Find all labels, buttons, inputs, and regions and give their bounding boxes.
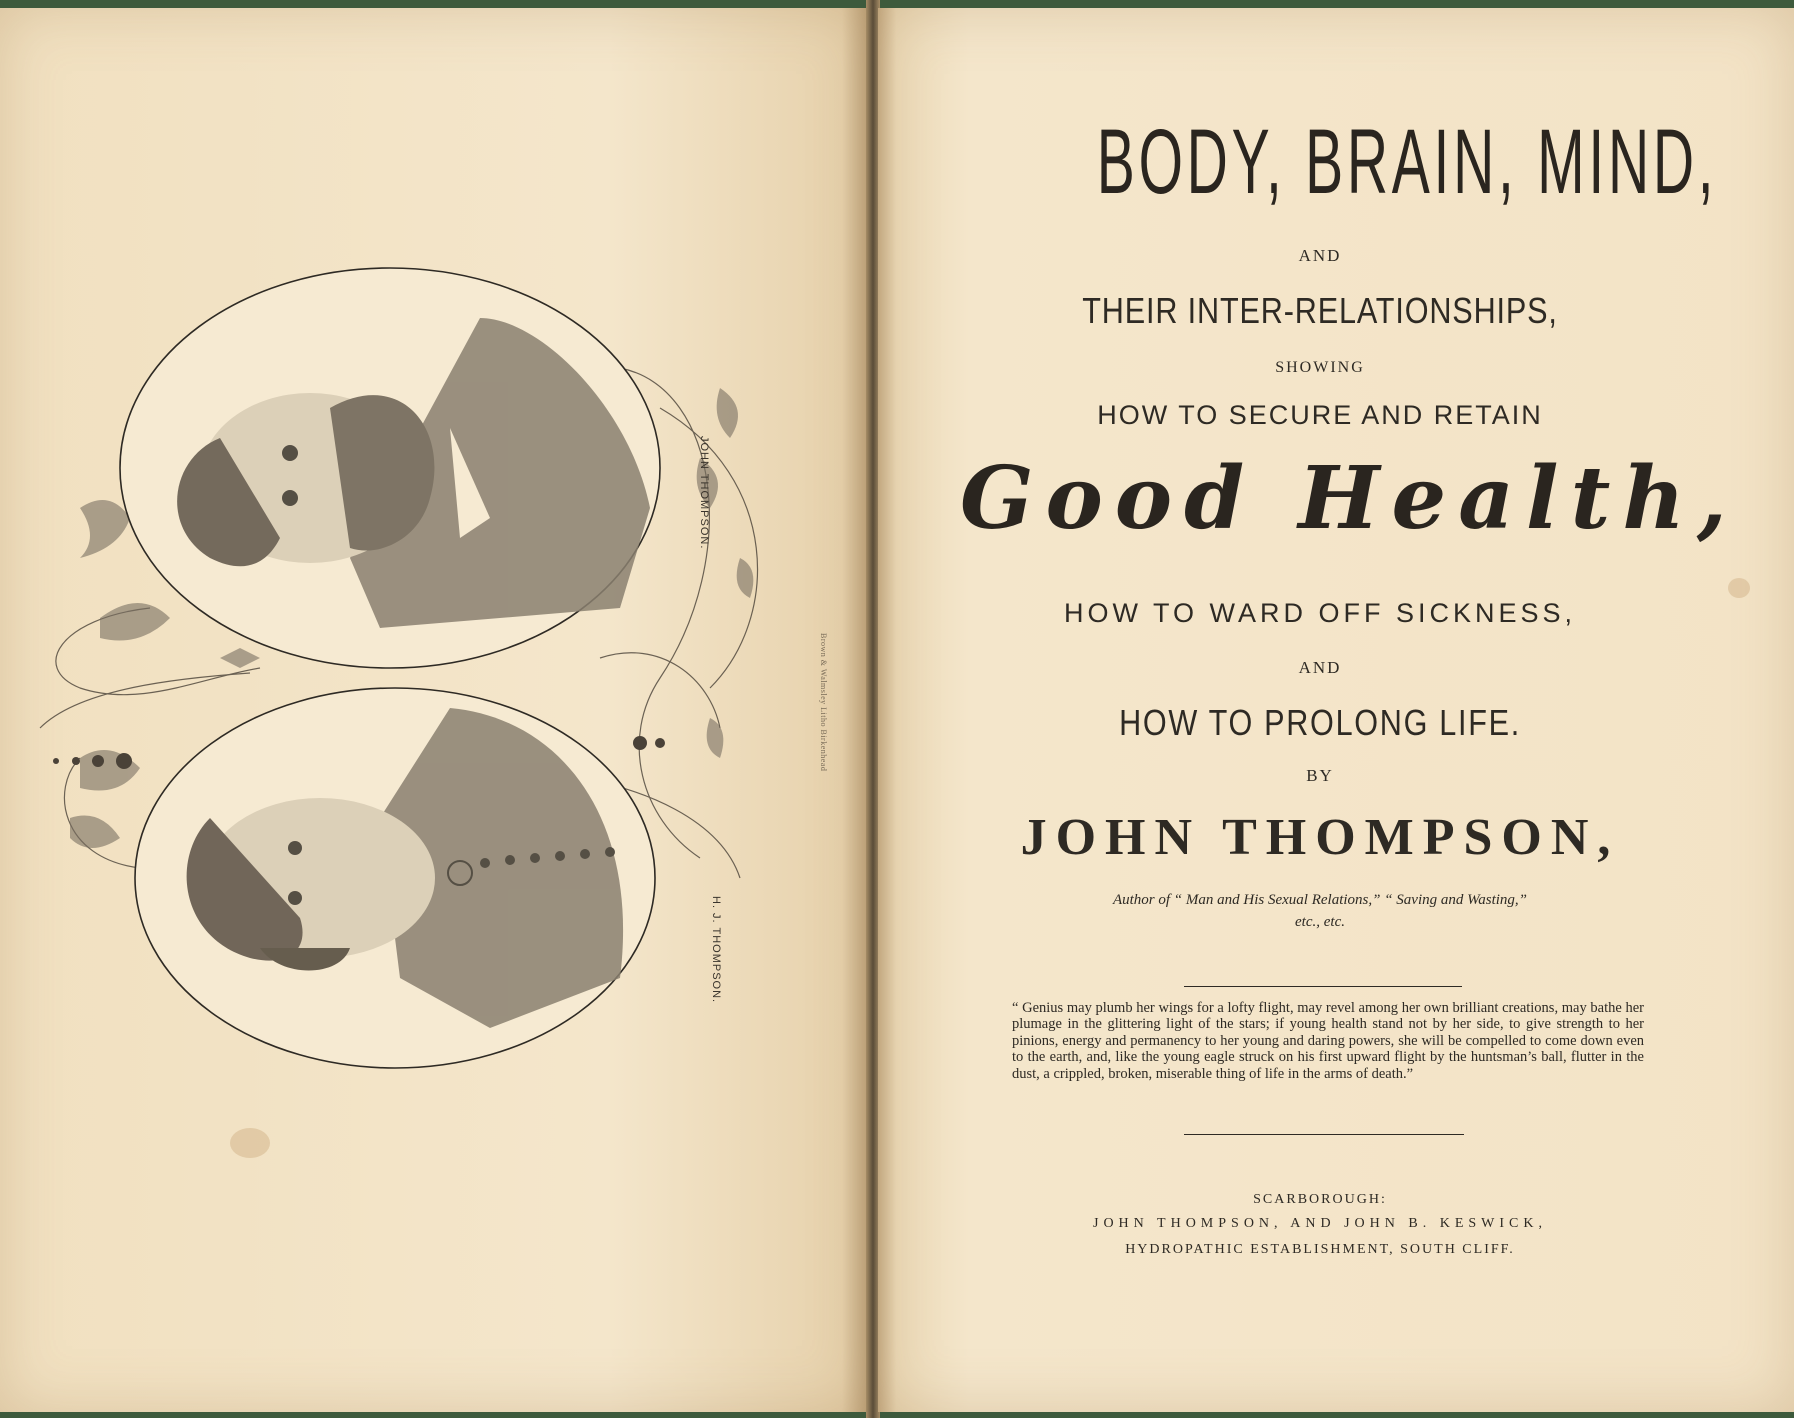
quote-rule-bottom xyxy=(1184,1134,1464,1135)
imprint-address: HYDROPATHIC ESTABLISHMENT, SOUTH CLIFF. xyxy=(1125,1242,1515,1257)
author-credits-etc: etc., etc. xyxy=(1295,914,1345,930)
author-credits: Author of “ Man and His Sexual Relations,” “ Saving and Wasting,” xyxy=(1112,892,1528,908)
portrait-engraving xyxy=(20,258,860,1248)
portrait-label-john: JOHN THOMPSON. xyxy=(698,436,710,550)
subtitle-prolong: HOW TO PROLONG LIFE. xyxy=(1119,702,1521,743)
author-name: JOHN THOMPSON, xyxy=(1020,809,1620,866)
subtitle-inter-relationships: THEIR INTER-RELATIONSHIPS, xyxy=(1082,290,1558,331)
foxing-stain xyxy=(230,1128,270,1158)
word-by: BY xyxy=(1306,766,1334,785)
subtitle-secure: HOW TO SECURE AND RETAIN xyxy=(1097,400,1543,430)
left-page-frontispiece xyxy=(0,8,868,1412)
epigraph-quote: “ Genius may plumb her wings for a lofty flight, may revel among her own brilliant creations, may bathe her plumage in the glittering light of the stars; if young health stand not by her side, to give strength to her pinions, energy and permanency to her young and daring powers, she will be compelled to come down even to the earth, and, like the young eagle struck on his first upward flight by the huntsman’s ball, flutter in the dust, a crippled, broken, miserable thing of life in the arms of death.” xyxy=(1012,1000,1644,1082)
foxing-stain xyxy=(1728,578,1750,598)
printer-credit: Brown & Walmsley Litho Birkenhead xyxy=(819,633,828,772)
conjunction-and: AND xyxy=(1298,246,1342,265)
word-showing: SHOWING xyxy=(1275,359,1365,376)
conjunction-and-2: AND xyxy=(1298,658,1342,677)
portrait-label-hj: H. J. THOMPSON. xyxy=(710,896,722,1004)
subtitle-ward: HOW TO WARD OFF SICKNESS, xyxy=(1063,598,1577,628)
quote-rule-top xyxy=(1184,986,1462,987)
title-good-health: Good Health, xyxy=(960,448,1739,549)
imprint-city: SCARBOROUGH: xyxy=(1253,1192,1387,1207)
imprint-publishers: JOHN THOMPSON, AND JOHN B. KESWICK, xyxy=(1093,1216,1547,1231)
main-title: BODY, BRAIN, MIND, xyxy=(1096,111,1718,213)
